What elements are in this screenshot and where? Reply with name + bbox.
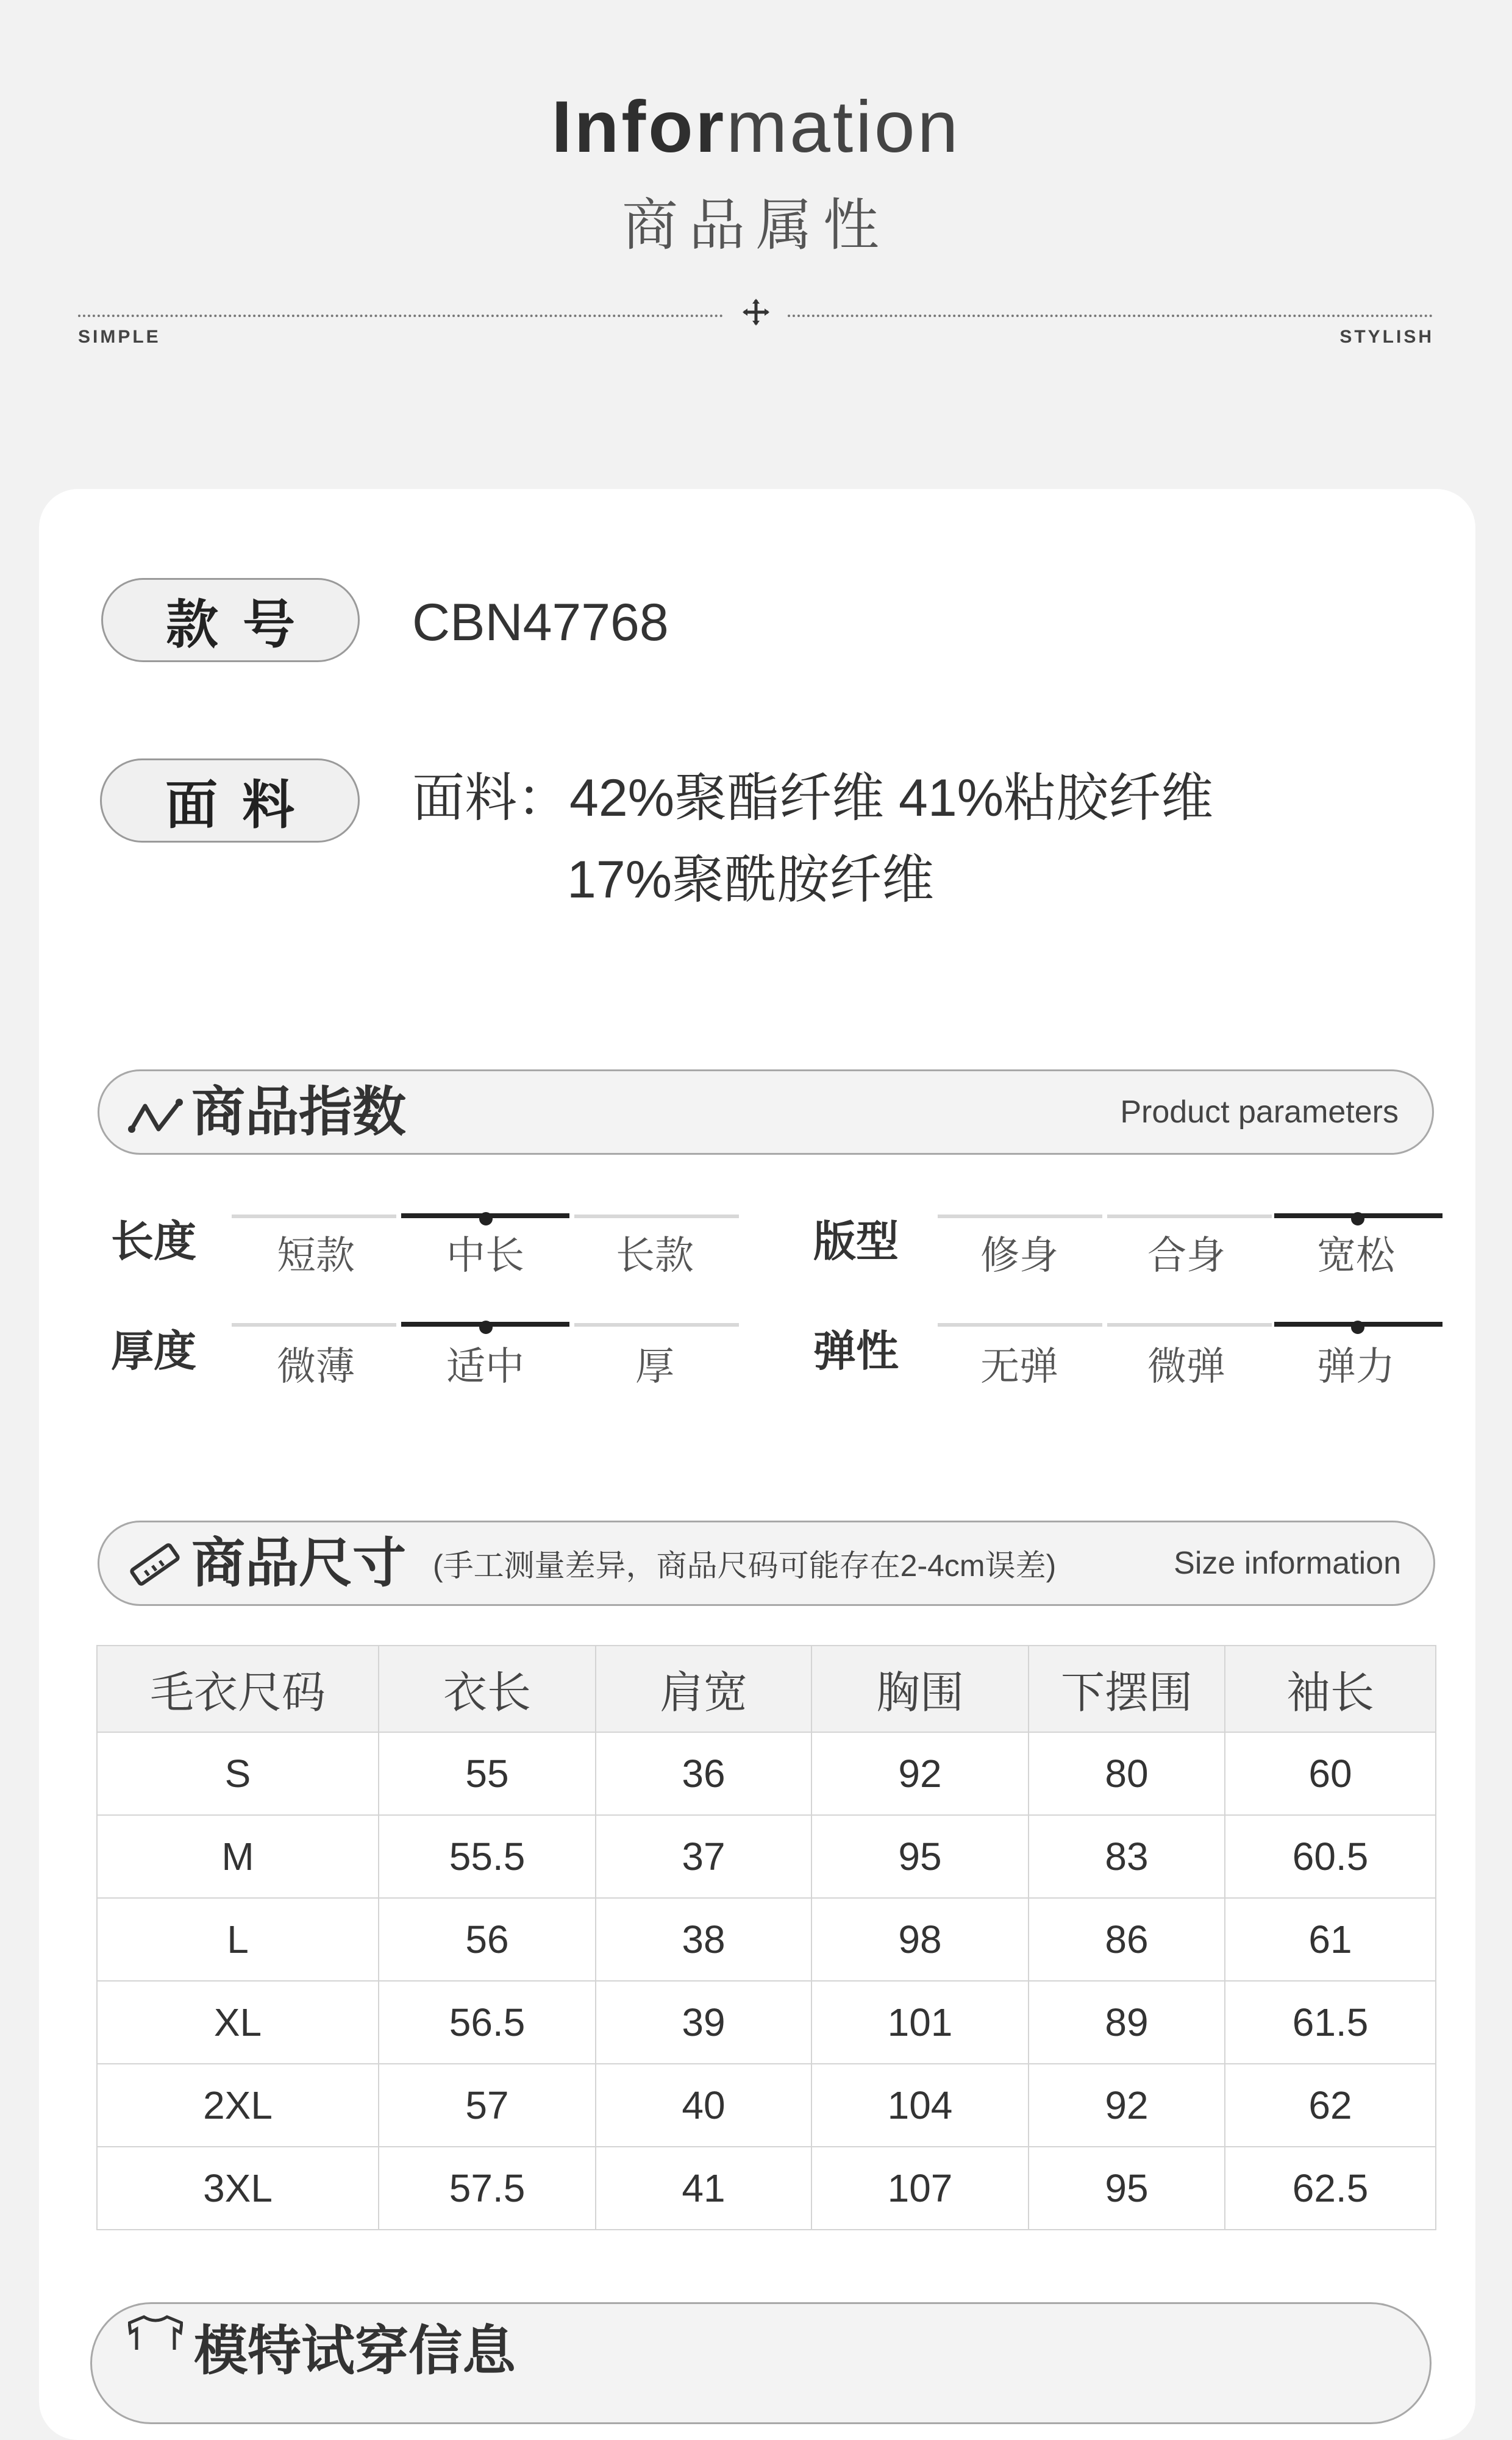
table-header-cell: 衣长 [379,1646,596,1732]
table-cell: 40 [596,2064,811,2147]
scale-stretch-seg-1 [938,1323,1102,1327]
style-no-label: 款号 [101,578,360,662]
table-cell: 101 [811,1981,1029,2064]
table-cell: 55 [379,1732,596,1815]
scale-stretch-label: 弹性 [813,1327,899,1375]
scale-length-opt-2: 中长 [446,1233,524,1277]
scale-fit-marker [1351,1212,1364,1225]
table-cell: 37 [596,1815,811,1898]
table-header-cell: 肩宽 [596,1646,811,1732]
table-cell: 92 [811,1732,1029,1815]
scale-fit-opt-2: 合身 [1147,1233,1225,1277]
tag-simple: SIMPLE [78,327,161,347]
divider-right [788,315,1433,317]
page-title: Information [551,86,961,168]
table-cell: M [97,1815,379,1898]
size-table [96,1645,1436,2230]
scale-length-marker [479,1212,493,1225]
scale-thickness-label: 厚度 [111,1327,196,1375]
table-cell: S [97,1732,379,1815]
model-title: 模特试穿信息 [194,2320,516,2381]
style-no-value: CBN47768 [412,593,669,652]
scale-length-label: 长度 [111,1218,196,1265]
scale-stretch-opt-2: 微弹 [1147,1344,1225,1388]
table-header-cell: 下摆围 [1029,1646,1225,1732]
scale-fit-seg-2 [1107,1215,1272,1218]
table-cell: 57 [379,2064,596,2147]
fabric-line-1: 面料：42%聚酯纤维 41%粘胶纤维 [412,769,1214,827]
table-header-cell: 毛衣尺码 [97,1646,379,1732]
scale-thickness-opt-3: 厚 [635,1344,674,1388]
table-cell: 92 [1029,2064,1225,2147]
table-cell: 57.5 [379,2147,596,2230]
ruler-icon [127,1540,182,1589]
table-cell: XL [97,1981,379,2064]
scale-length-seg-1 [232,1215,396,1218]
table-cell: 62 [1225,2064,1436,2147]
table-row [97,2064,1436,2147]
table-header-row [97,1646,1436,1732]
scale-length-opt-3: 长款 [616,1233,694,1277]
table-row [97,1732,1436,1815]
shirt-icon [128,2314,183,2351]
crosshair-icon [741,298,771,327]
table-cell: 38 [596,1898,811,1981]
scale-thickness-opt-2: 适中 [446,1344,524,1388]
table-header-cell: 袖长 [1225,1646,1436,1732]
scale-thickness-seg-1 [232,1323,396,1327]
params-subtitle: Product parameters [1120,1094,1399,1130]
table-cell: 104 [811,2064,1029,2147]
scale-thickness-opt-1: 微薄 [277,1344,355,1388]
scale-stretch-opt-1: 无弹 [980,1344,1058,1388]
table-cell: 3XL [97,2147,379,2230]
scale-fit-seg-1 [938,1215,1102,1218]
scale-fit-label: 版型 [813,1218,899,1265]
scale-stretch-marker [1351,1321,1364,1334]
trend-line-icon [128,1097,183,1136]
table-cell: 62.5 [1225,2147,1436,2230]
table-cell: 39 [596,1981,811,2064]
table-cell: 95 [1029,2147,1225,2230]
table-cell: 60 [1225,1732,1436,1815]
scale-stretch-seg-2 [1107,1323,1272,1327]
table-cell: 95 [811,1815,1029,1898]
table-cell: 83 [1029,1815,1225,1898]
fabric-line-2: 17%聚酰胺纤维 [567,851,935,909]
scale-thickness-seg-3 [574,1323,739,1327]
table-cell: 98 [811,1898,1029,1981]
table-cell: L [97,1898,379,1981]
table-row [97,1981,1436,2064]
scale-fit-opt-3: 宽松 [1317,1233,1395,1277]
size-title: 商品尺寸 [191,1533,407,1593]
page-subtitle: 商品属性 [621,194,890,257]
table-cell: 61.5 [1225,1981,1436,2064]
tag-stylish: STYLISH [1339,327,1434,347]
fabric-label: 面料 [100,758,360,843]
table-cell: 2XL [97,2064,379,2147]
table-cell: 56.5 [379,1981,596,2064]
table-header-cell: 胸围 [811,1646,1029,1732]
table-row [97,1815,1436,1898]
params-title: 商品指数 [191,1082,407,1142]
scale-length-opt-1: 短款 [277,1233,355,1277]
size-subtitle: Size information [1174,1546,1401,1581]
size-note: (手工测量差异，商品尺码可能存在2-4cm误差) [433,1549,1057,1583]
scale-stretch-opt-3: 弹力 [1317,1344,1395,1388]
table-row [97,1898,1436,1981]
table-cell: 80 [1029,1732,1225,1815]
table-cell: 36 [596,1732,811,1815]
table-cell: 60.5 [1225,1815,1436,1898]
table-cell: 89 [1029,1981,1225,2064]
table-cell: 61 [1225,1898,1436,1981]
table-cell: 55.5 [379,1815,596,1898]
table-row [97,2147,1436,2230]
scale-fit-opt-1: 修身 [980,1233,1058,1277]
table-cell: 86 [1029,1898,1225,1981]
scale-thickness-marker [479,1321,493,1334]
scale-length-seg-3 [574,1215,739,1218]
table-cell: 41 [596,2147,811,2230]
table-cell: 107 [811,2147,1029,2230]
table-cell: 56 [379,1898,596,1981]
divider-left [78,315,723,317]
